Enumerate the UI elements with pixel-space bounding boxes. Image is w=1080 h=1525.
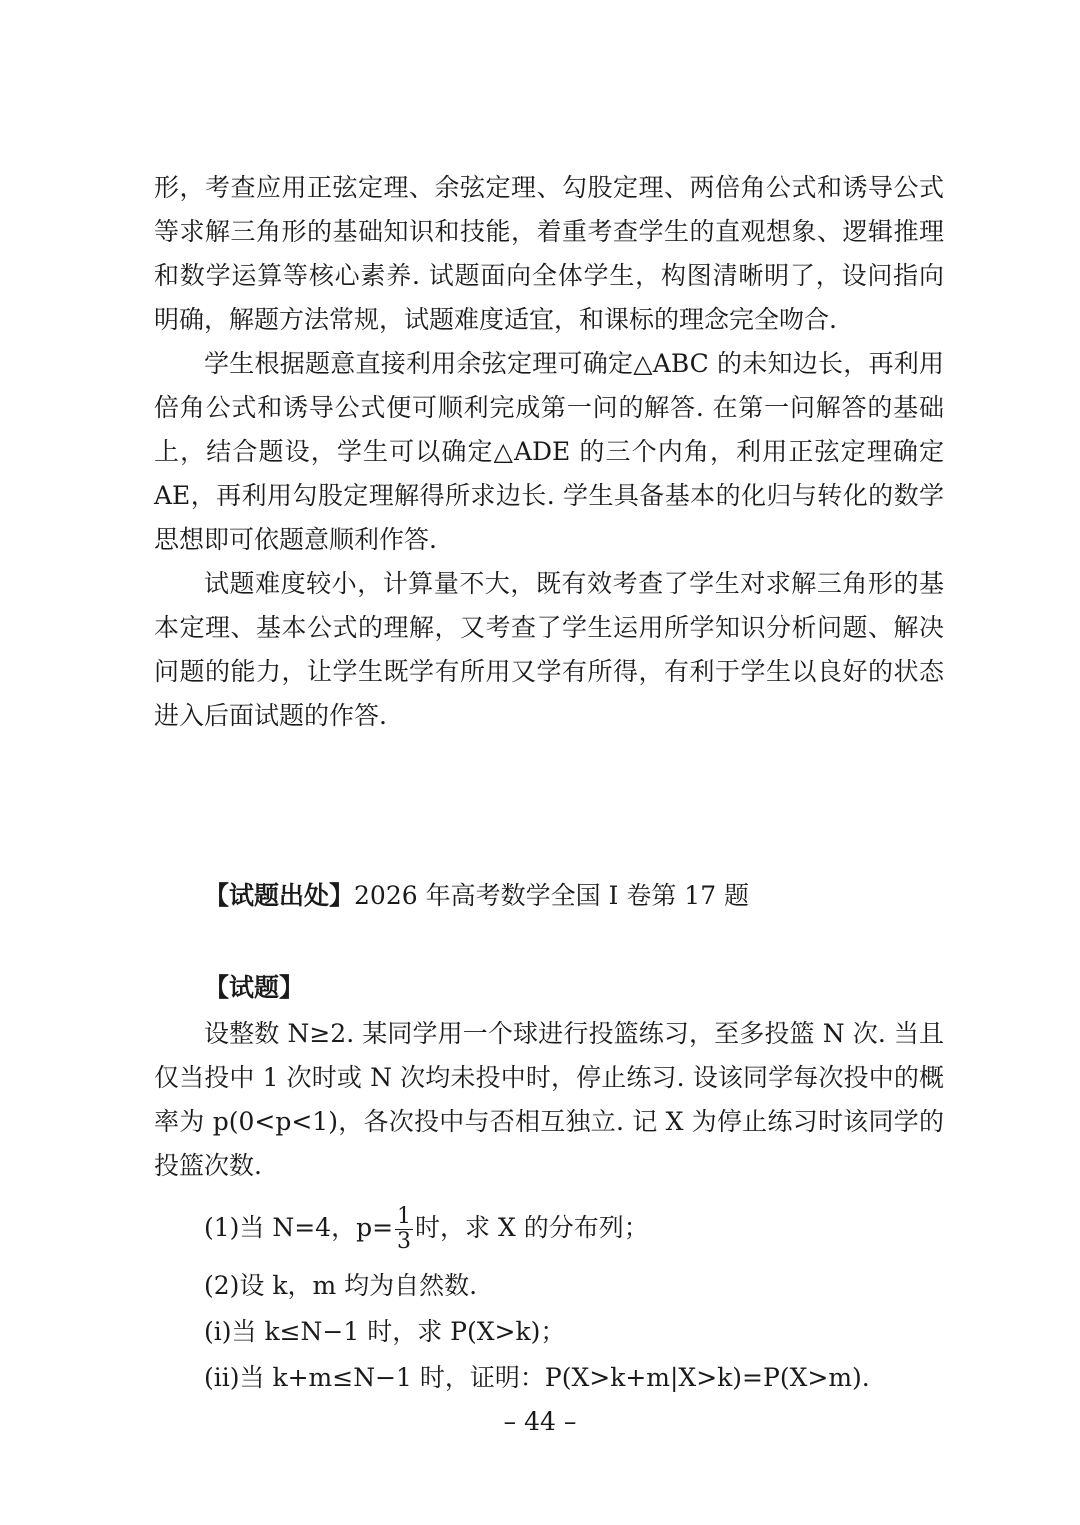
problem-label: 【试题】 <box>204 973 305 1002</box>
question-2: (2)设 k，m 均为自然数. <box>204 1271 478 1300</box>
question-1 <box>204 1205 649 1254</box>
problem-statement-block <box>154 1012 944 1188</box>
paragraph-solution-approach: 学生根据题意直接利用余弦定理可确定△ABC 的未知边长，再利用倍角公式和诱导公式便可顺利完成第一问的解答. 在第一问解答的基础上，结合题设，学生可以确定△ADE 的三个内角，利用正弦定理确定AE，再利用勾股定理解得所求边长. 学生具备基本的化归与转化的数学思想即可依题意顺利作答. <box>154 349 944 554</box>
fraction-one-third <box>395 1205 413 1254</box>
paragraph-difficulty-evaluation: 试题难度较小，计算量不大，既有效考查了学生对求解三角形的基本定理、基本公式的理解，又考查了学生运用所学知识分析问题、解决问题的能力，让学生既学有所用又学有所得，有利于学生以良好的状态进入后面试题的作答. <box>154 569 944 730</box>
problem-statement: 设整数 N≥2. 某同学用一个球进行投篮练习，至多投篮 N 次. 当且仅当投中 1 次时或 N 次均未投中时，停止练习. 设该同学每次投中的概率为 p(0<p<1)，各次投中与否相互独立. 记 X 为停止练习时该同学的投篮次数. <box>154 1019 944 1180</box>
source-label: 【试题出处】 <box>204 881 355 910</box>
fraction-denominator: 3 <box>397 1229 412 1254</box>
question-2-part-ii: (ⅱ)当 k+m≤N−1 时，证明：P(X>k+m|X>k)=P(X>m). <box>204 1363 870 1392</box>
question-2-part-i: (ⅰ)当 k≤N−1 时，求 P(X>k)； <box>204 1317 566 1346</box>
page-number: – 44 – <box>503 1407 577 1436</box>
problem-heading <box>204 968 304 1008</box>
paragraph-intro-continued: 形，考查应用正弦定理、余弦定理、勾股定理、两倍角公式和诱导公式等求解三角形的基础知识和技能，着重考查学生的直观想象、逻辑推理和数学运算等核心素养. 试题面向全体学生，构图清晰明了，设问指向明确，解题方法常规，试题难度适宜，和课标的理念完全吻合. <box>154 173 944 334</box>
source-text: 2026 年高考数学全国 Ⅰ 卷第 17 题 <box>354 881 750 910</box>
fraction-numerator: 1 <box>397 1204 412 1229</box>
question-1-prefix: (1)当 N=4，p= <box>204 1213 394 1242</box>
source-line <box>204 876 749 916</box>
question-1-suffix: 时，求 X 的分布列； <box>415 1213 649 1242</box>
analysis-section <box>154 166 944 738</box>
